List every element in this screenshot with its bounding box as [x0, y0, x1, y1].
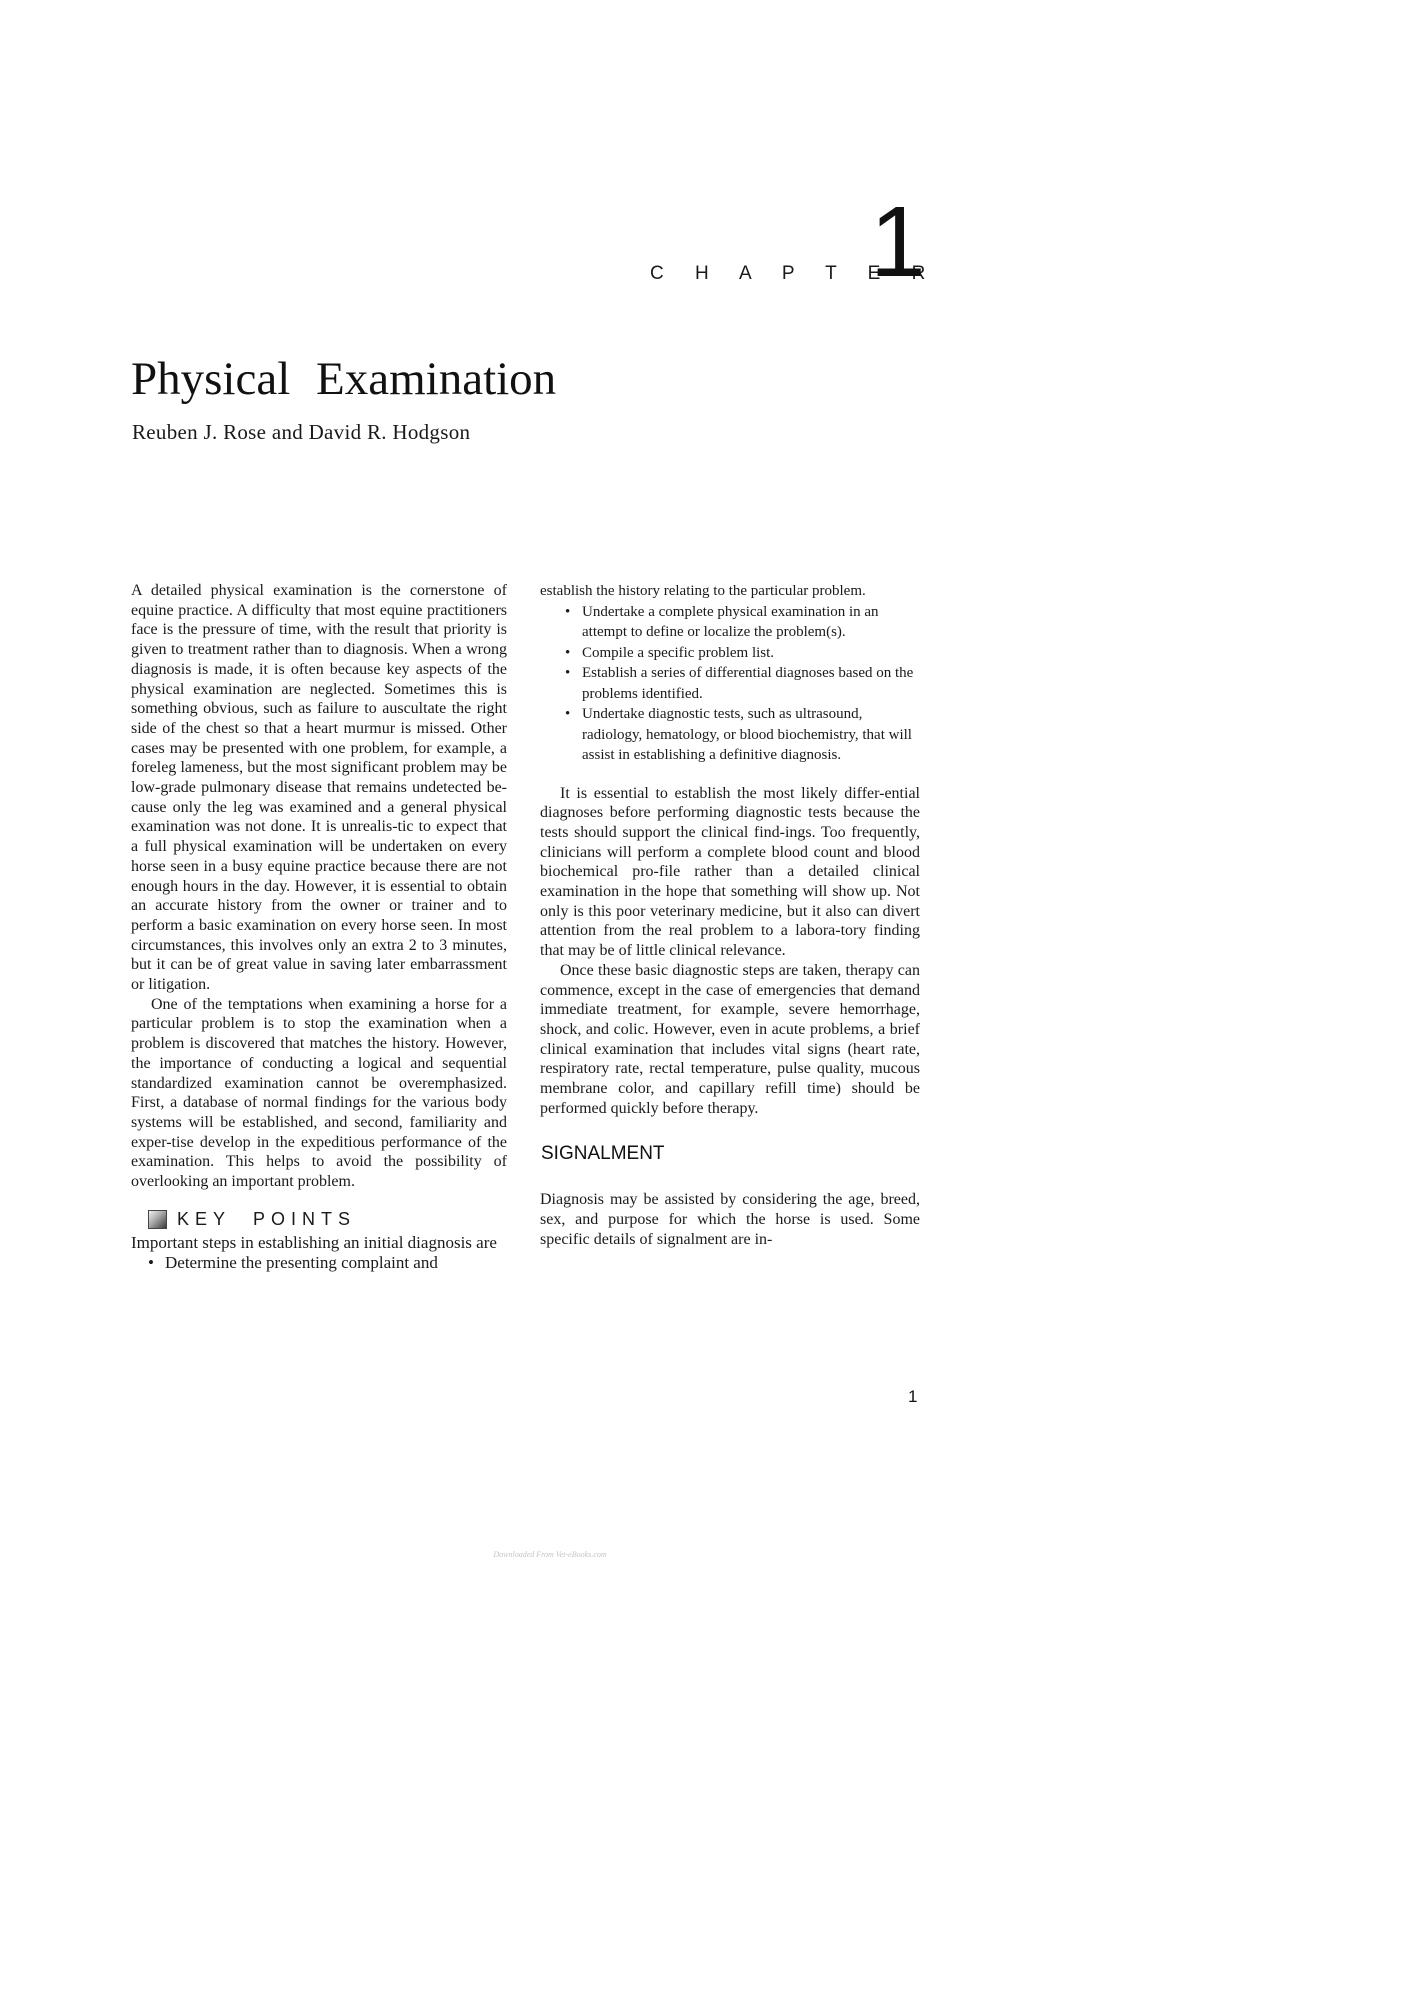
- bullet-icon: •: [565, 706, 571, 722]
- key-points-heading-word1: KEY: [177, 1208, 232, 1229]
- key-point-item: [148, 1252, 507, 1274]
- key-point-text: Compile a specific problem list.: [582, 644, 775, 661]
- key-point-item: [565, 602, 916, 643]
- key-point-text: Undertake a complete physical examination in an attempt to define or localize the problem(s).: [582, 603, 879, 640]
- footer-watermark: Downloaded From Vet-eBooks.com: [493, 1550, 607, 1559]
- key-point-text: Determine the presenting complaint and: [165, 1252, 438, 1272]
- key-points-list-continued: [565, 602, 916, 766]
- key-point-continuation: establish the history relating to the particular problem.: [540, 583, 866, 599]
- chapter-number: 1: [870, 186, 926, 298]
- key-point-text: Undertake diagnostic tests, such as ultrasound, radiology, hematology, or blood biochemistry, that will assist in establishing a definitive diagnosis.: [582, 706, 912, 763]
- key-points-icon: [148, 1210, 167, 1229]
- intro-paragraph: A detailed physical examination is the cornerstone of equine practice. A difficulty that most equine practitioners face is the pressure of time, with the result that priority is given to treatment rather than to diagnosis. When a wrong diagnosis is made, it is often because key aspects of the physical examination are neglected. Sometimes this is something obvious, such as failure to auscultate the right side of the chest so that a heart murmur is missed. Other cases may be presented with one problem, for example, a foreleg lameness, but the most significant problem may be low-grade pulmonary disease that remains undetected be-cause only the leg was examined and a general physical examination was not done. It is unrealis-tic to expect that a full physical examination will be undertaken on every horse seen in a busy equine practice because there are not enough hours in the day. However, it is essential to obtain an accurate history from the owner or trainer and to perform a basic examination on every horse seen. In most circumstances, this involves only an extra 2 to 3 minutes, but it can be of great value in saving later embarrassment or litigation.: [131, 582, 507, 994]
- bullet-icon: •: [565, 665, 571, 681]
- bullet-icon: •: [565, 603, 571, 620]
- key-points-list-start: [148, 1252, 507, 1274]
- bullet-icon: •: [148, 1252, 154, 1272]
- key-points-heading: [148, 1210, 507, 1230]
- key-point-item: [565, 643, 916, 664]
- temptations-paragraph: One of the temptations when examining a horse for a particular problem is to stop the examination when a problem is discovered that matches the history. However, the importance of conducting a logical and sequential standardized examination cannot be overemphasized. First, a database of normal findings for the various body systems will be established, and second, familiarity and exper-tise develop in the expeditious performance of the examination. This helps to avoid the possibility of overlooking an important problem.: [131, 995, 507, 1191]
- key-point-item: [565, 663, 916, 704]
- page-title: Physical Examination: [131, 353, 557, 405]
- section-heading-signalment: SIGNALMENT: [541, 1143, 665, 1165]
- spacer: [540, 766, 920, 784]
- right-column: [540, 581, 920, 1249]
- differential-paragraph: It is essential to establish the most likely differ-ential diagnoses before performing diagnostic tests because the tests should support the clinical find-ings. Too frequently, clinicians will perform a complete blood count and blood biochemical pro-file rather than a detailed clinical examination in the hope that something will show up. Not only is this poor veterinary medicine, but it also can divert attention from the real problem to a labora-tory finding that may be of little clinical relevance.: [540, 784, 920, 960]
- key-point-item: [565, 704, 916, 766]
- key-point-text: Establish a series of differential diagnoses based on the problems identified.: [582, 665, 914, 702]
- page-number: 1: [908, 1387, 918, 1406]
- authors: Reuben J. Rose and David R. Hodgson: [132, 420, 471, 444]
- signalment-paragraph: Diagnosis may be assisted by considering the age, breed, sex, and purpose for which the horse is used. Some specific details of signalment are in-: [540, 1191, 920, 1248]
- chapter-label: C H A P T E R: [650, 263, 939, 284]
- therapy-paragraph: Once these basic diagnostic steps are taken, therapy can commence, except in the case of emergencies that demand immediate treatment, for example, severe hemorrhage, shock, and colic. However, even in acute problems, a brief clinical examination that includes vital signs (heart rate, respiratory rate, rectal temperature, pulse quality, mucous membrane color, and capillary refill time) should be performed quickly before therapy.: [540, 961, 920, 1117]
- left-column: [131, 581, 507, 1273]
- bullet-icon: •: [565, 644, 571, 661]
- key-points-heading-word2: POINTS: [253, 1208, 357, 1229]
- key-points-intro: Important steps in establishing an initial diagnosis are: [131, 1232, 497, 1252]
